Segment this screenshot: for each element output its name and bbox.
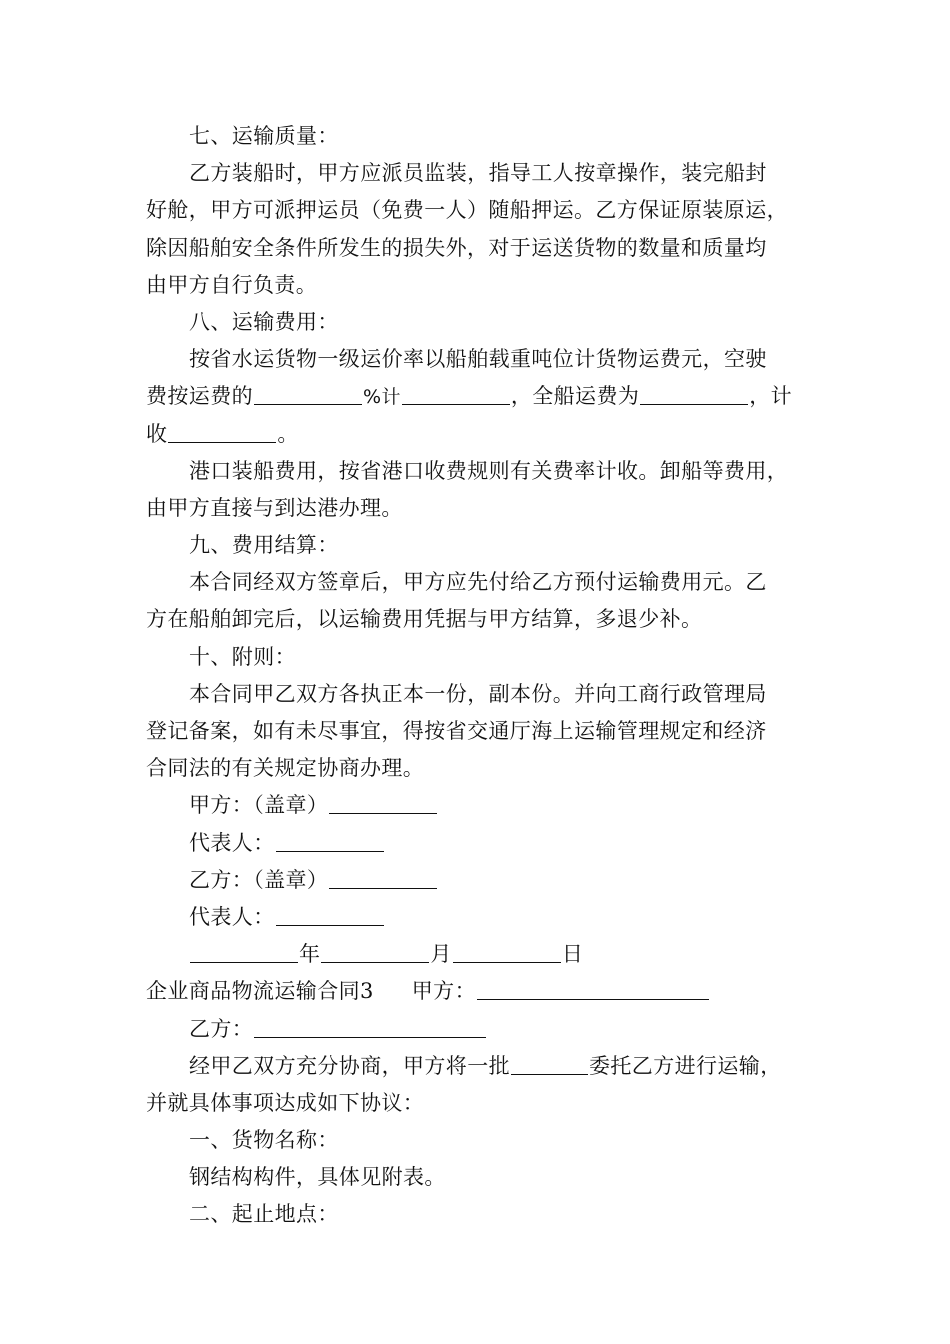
signature-rep-a xyxy=(146,825,816,862)
text-span: ，计 xyxy=(749,384,793,409)
blank-field xyxy=(254,382,362,405)
contract-3-intro xyxy=(146,1048,816,1085)
section-10-text: 登记备案，如有未尽事宜，得按省交通厅海上运输管理规定和经济 xyxy=(146,719,767,743)
blank-field xyxy=(511,1052,588,1075)
section-8-text: 港口装船费用，按省港口收费规则有关费率计收。卸船等费用， xyxy=(189,458,789,483)
contract-3-section-1-text: 钢结构构件，具体见附表。 xyxy=(189,1165,446,1190)
section-8-text: 按省水运货物一级运价率以船舶载重吨位计货物运费元，空驶 xyxy=(189,347,767,372)
section-8-text: 由甲方直接与到达港办理。 xyxy=(146,495,403,520)
document-page xyxy=(146,118,816,1234)
signature-party-b xyxy=(146,862,816,899)
text-span: %计 xyxy=(363,386,401,409)
text-span: 。 xyxy=(277,421,299,446)
blank-field xyxy=(254,1015,486,1038)
section-10-text: 本合同甲乙双方各执正本一份，副本份。并向工商行政管理局 xyxy=(189,681,767,706)
blank-field xyxy=(477,977,709,1000)
text-span: 乙方：（盖章） xyxy=(189,867,329,892)
contract-3-section-1-heading: 一、货物名称： xyxy=(189,1128,339,1153)
blank-field xyxy=(168,420,276,443)
blank-field xyxy=(276,903,384,926)
signature-party-a xyxy=(146,787,816,824)
text-span: 经甲乙双方充分协商，甲方将一批 xyxy=(189,1053,510,1078)
blank-field xyxy=(640,382,748,405)
section-7-text: 除因船舶安全条件所发生的损失外，对于运送货物的数量和质量均 xyxy=(146,235,767,260)
section-10-heading: 十、附则： xyxy=(189,644,296,669)
blank-field xyxy=(453,940,561,963)
text-span: 月 xyxy=(430,942,452,967)
contract-3-title-line xyxy=(146,973,816,1010)
signature-rep-b xyxy=(146,899,816,936)
text-span: 代表人： xyxy=(189,830,275,855)
blank-field xyxy=(321,940,429,963)
text-span: 甲方： xyxy=(411,979,476,1004)
contract-3-intro: 并就具体事项达成如下协议： xyxy=(146,1090,425,1115)
text-span: 乙方： xyxy=(189,1016,254,1041)
section-10-text: 合同法的有关规定协商办理。 xyxy=(146,756,425,781)
section-9-heading: 九、费用结算： xyxy=(189,533,339,558)
text-span: 年 xyxy=(299,942,321,967)
blank-field xyxy=(329,791,437,814)
section-9-text: 方在船舶卸完后，以运输费用凭据与甲方结算，多退少补。 xyxy=(146,607,703,632)
section-7-text: 由甲方自行负责。 xyxy=(146,272,318,297)
text-span: 日 xyxy=(561,942,584,967)
section-8-text xyxy=(146,416,816,453)
text-span: 代表人： xyxy=(189,904,275,929)
contract-3-party-b xyxy=(146,1011,816,1048)
section-9-text: 本合同经双方签章后，甲方应先付给乙方预付运输费用元。乙 xyxy=(189,570,767,595)
text-span: 费按运费的 xyxy=(146,384,253,409)
text-span: 甲方：（盖章） xyxy=(189,793,329,818)
section-7-text: 好舱，甲方可派押运员（免费一人）随船押运。乙方保证原装原运， xyxy=(146,198,788,223)
section-8-heading: 八、运输费用： xyxy=(189,309,339,334)
blank-field xyxy=(402,382,510,405)
blank-field xyxy=(276,829,384,852)
section-8-text xyxy=(146,378,816,415)
blank-field xyxy=(329,866,437,889)
signature-date xyxy=(146,936,816,973)
contract-3-title: 企业商品物流运输合同3 xyxy=(146,979,374,1004)
section-7-text: 乙方装船时，甲方应派员监装，指导工人按章操作，装完船封 xyxy=(189,161,767,186)
text-span: ，全船运费为 xyxy=(510,384,640,409)
section-7-heading: 七、运输质量： xyxy=(189,124,339,148)
blank-field xyxy=(190,940,298,963)
text-span: 委托乙方进行运输， xyxy=(589,1053,782,1078)
contract-3-section-2-heading: 二、起止地点： xyxy=(189,1202,339,1227)
text-span: 收 xyxy=(146,421,168,446)
